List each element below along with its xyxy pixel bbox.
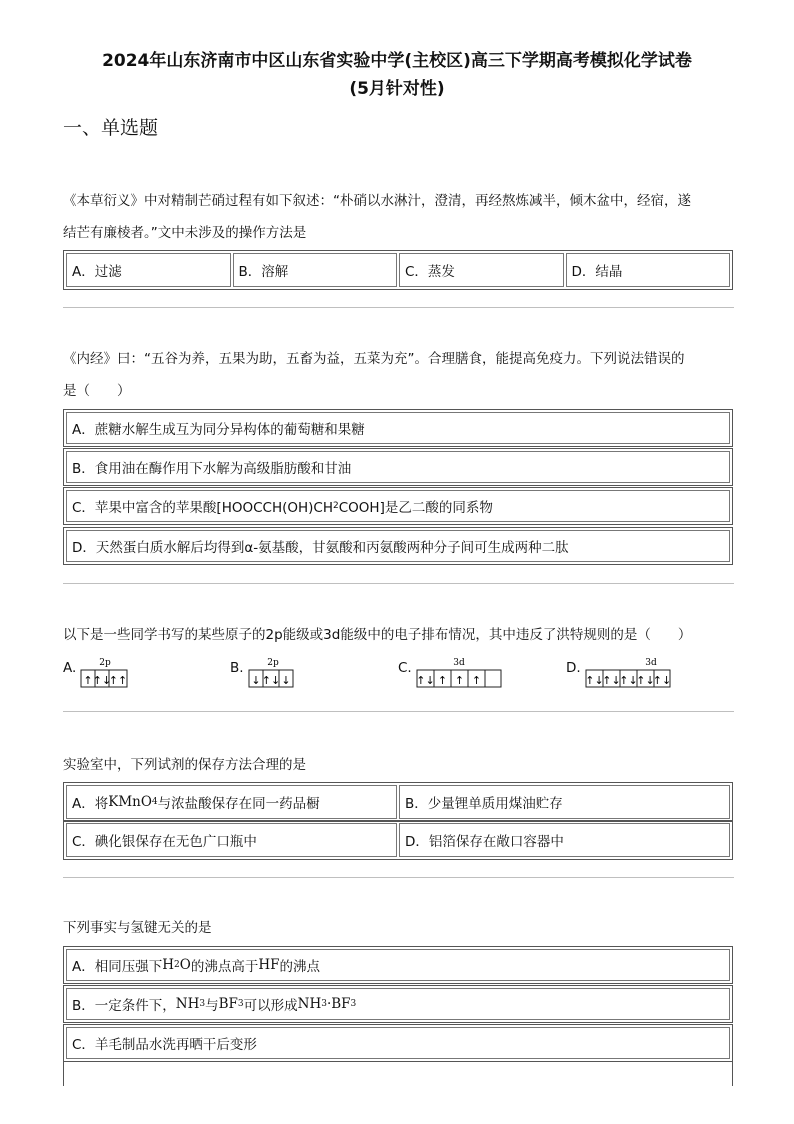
q5-option-d-box-partial: [63, 1062, 733, 1086]
formula-nh3-adduct: NH: [297, 996, 322, 1012]
orbital-spin: ↑: [83, 674, 93, 687]
orbital-spin: ↑↓: [601, 674, 621, 687]
q3-option-d[interactable]: [566, 656, 671, 690]
q2-option-d[interactable]: D．天然蛋白质水解后均得到α-氨基酸，甘氨酸和丙氨酸两种分子间可生成两种二肽: [66, 530, 730, 562]
formula-subscript: 4: [151, 797, 158, 807]
orbital-diagram-b: [248, 656, 298, 690]
q5-option-a-box: [63, 946, 733, 984]
q5-option-b-box: [63, 985, 733, 1023]
q5-option-c-box: [63, 1024, 733, 1062]
q3-option-a-label: A.: [63, 660, 77, 676]
q4-stem: 实验室中，下列试剂的保存方法合理的是: [63, 757, 306, 773]
formula-dot: ·: [326, 996, 332, 1012]
formula-bf3-adduct: BF: [331, 996, 351, 1012]
orbital-spin: ↑: [454, 674, 464, 687]
q1-option-d[interactable]: D．结晶: [566, 253, 731, 287]
q1-options: [63, 250, 733, 290]
q4-option-c[interactable]: C．碘化银保存在无色广口瓶中: [66, 823, 397, 857]
q3-option-b[interactable]: [230, 656, 298, 690]
formula-subscript: 3: [237, 999, 244, 1009]
q5-option-a-pre: A．相同压强下: [72, 959, 163, 975]
orbital-spin: ↑: [437, 674, 447, 687]
orbital-boxes: [81, 670, 127, 687]
formula-nh3: NH: [175, 996, 200, 1012]
q2-option-c-box: [63, 487, 733, 525]
exam-title-line2: (5月针对性): [349, 79, 445, 99]
orbital-level-label: 2p: [99, 658, 112, 668]
q5-option-a-post: 的沸点: [279, 959, 320, 975]
orbital-spin: ↑↑: [109, 674, 128, 687]
q1-option-b[interactable]: B．溶解: [233, 253, 398, 287]
q2-option-b-box: [63, 448, 733, 486]
q4-option-a[interactable]: [66, 785, 397, 819]
q5-option-a-mid: 的沸点高于: [190, 959, 259, 975]
formula-subscript: 3: [199, 999, 206, 1009]
orbital-spin: ↑↓: [416, 674, 435, 687]
q3-option-c[interactable]: [398, 656, 502, 690]
orbital-box: [485, 670, 501, 687]
q1-option-a[interactable]: A．过滤: [66, 253, 231, 287]
q4-options-row1: [63, 782, 733, 822]
q4-options-row2: [63, 820, 733, 860]
q1-stem: [63, 185, 733, 249]
q3-option-a[interactable]: [63, 656, 130, 690]
orbital-diagram-d: [585, 656, 671, 690]
formula-kmno4: KMnO: [108, 794, 152, 810]
divider: [63, 583, 734, 584]
q4-option-a-pre: A．将: [72, 796, 109, 812]
q2-stem: [63, 343, 733, 407]
q1-stem-line2: 结芒有廉棱者。”文中未涉及的操作方法是: [63, 225, 307, 241]
q2-option-c-text-post: COOH]是乙二酸的同系物: [338, 500, 493, 516]
q5-option-b[interactable]: [66, 988, 730, 1020]
divider: [63, 307, 734, 308]
orbital-diagram-a: [80, 656, 130, 690]
formula-hf: HF: [258, 957, 280, 973]
q2-option-a-box: [63, 409, 733, 447]
q5-option-b-pre: B．一定条件下，: [72, 998, 176, 1014]
formula-subscript: 2: [174, 960, 180, 970]
formula-h2o-tail: O: [179, 957, 191, 973]
q3-stem: 以下是一些同学书写的某些原子的2p能级或3d能级中的电子排布情况，其中违反了洪特规则的是（ ）: [63, 627, 692, 643]
orbital-diagram-c: [416, 656, 502, 690]
q5-option-b-mid2: 可以形成: [243, 998, 298, 1014]
q3-option-d-label: D.: [566, 660, 581, 676]
q2-option-b[interactable]: B．食用油在酶作用下水解为高级脂肪酸和甘油: [66, 451, 730, 483]
orbital-spin: ↑↓: [584, 674, 604, 687]
orbital-level-label: 3d: [452, 658, 465, 668]
orbital-spin: ↑: [471, 674, 481, 687]
q5-option-c[interactable]: C．羊毛制品水洗再晒干后变形: [66, 1027, 730, 1059]
q1-option-c[interactable]: C．蒸发: [399, 253, 564, 287]
orbital-spin: ↓: [280, 674, 291, 687]
q2-option-c-subscript: 2: [333, 501, 339, 511]
divider: [63, 711, 734, 712]
exam-title-line1: 2024年山东济南市中区山东省实验中学(主校区)高三下学期高考模拟化学试卷: [102, 51, 692, 71]
section-title: 一、单选题: [63, 117, 159, 139]
orbital-spin: ↑↓: [652, 674, 671, 687]
formula-h2o: H: [162, 957, 175, 973]
orbital-spin: ↑↓: [635, 674, 655, 687]
q2-stem-line1: 《内经》曰：“五谷为养，五果为助，五畜为益，五菜为充”。合理膳食，能提高免疫力。下列说法错误的: [63, 351, 685, 367]
q2-option-a[interactable]: A．蔗糖水解生成互为同分异构体的葡萄糖和果糖: [66, 412, 730, 444]
orbital-spin: ↑↓: [618, 674, 638, 687]
q2-option-c[interactable]: [66, 490, 730, 522]
q4-option-d[interactable]: D．铝箔保存在敞口容器中: [399, 823, 730, 857]
formula-subscript: 3: [350, 999, 357, 1009]
orbital-level-label: 3d: [644, 658, 657, 668]
q3-option-c-label: C.: [398, 660, 412, 676]
q2-option-d-box: [63, 527, 733, 565]
q4-option-a-post: 与浓盐酸保存在同一药品橱: [157, 796, 320, 812]
q3-option-b-label: B.: [230, 660, 244, 676]
orbital-spin: ↑↓: [261, 674, 280, 687]
formula-bf3: BF: [218, 996, 238, 1012]
divider: [63, 877, 734, 878]
q1-stem-line1: 《本草衍义》中对精制芒硝过程有如下叙述：“朴硝以水淋汁，澄清，再经熬炼减半，倾木盆中，经宿，遂: [63, 193, 691, 209]
q5-option-b-mid1: 与: [205, 998, 219, 1014]
q5-stem: 下列事实与氢键无关的是: [63, 920, 212, 936]
q4-option-b[interactable]: B．少量锂单质用煤油贮存: [399, 785, 730, 819]
q2-stem-line2: 是（ ）: [63, 383, 131, 399]
orbital-level-label: 2p: [266, 658, 279, 668]
q2-option-c-text-pre: C．苹果中富含的苹果酸[HOOCCH(OH)CH: [72, 500, 333, 516]
q5-option-a[interactable]: [66, 949, 730, 981]
orbital-spin: ↓: [250, 674, 261, 687]
formula-subscript: 3: [321, 999, 327, 1009]
orbital-spin: ↑↓: [93, 674, 112, 687]
